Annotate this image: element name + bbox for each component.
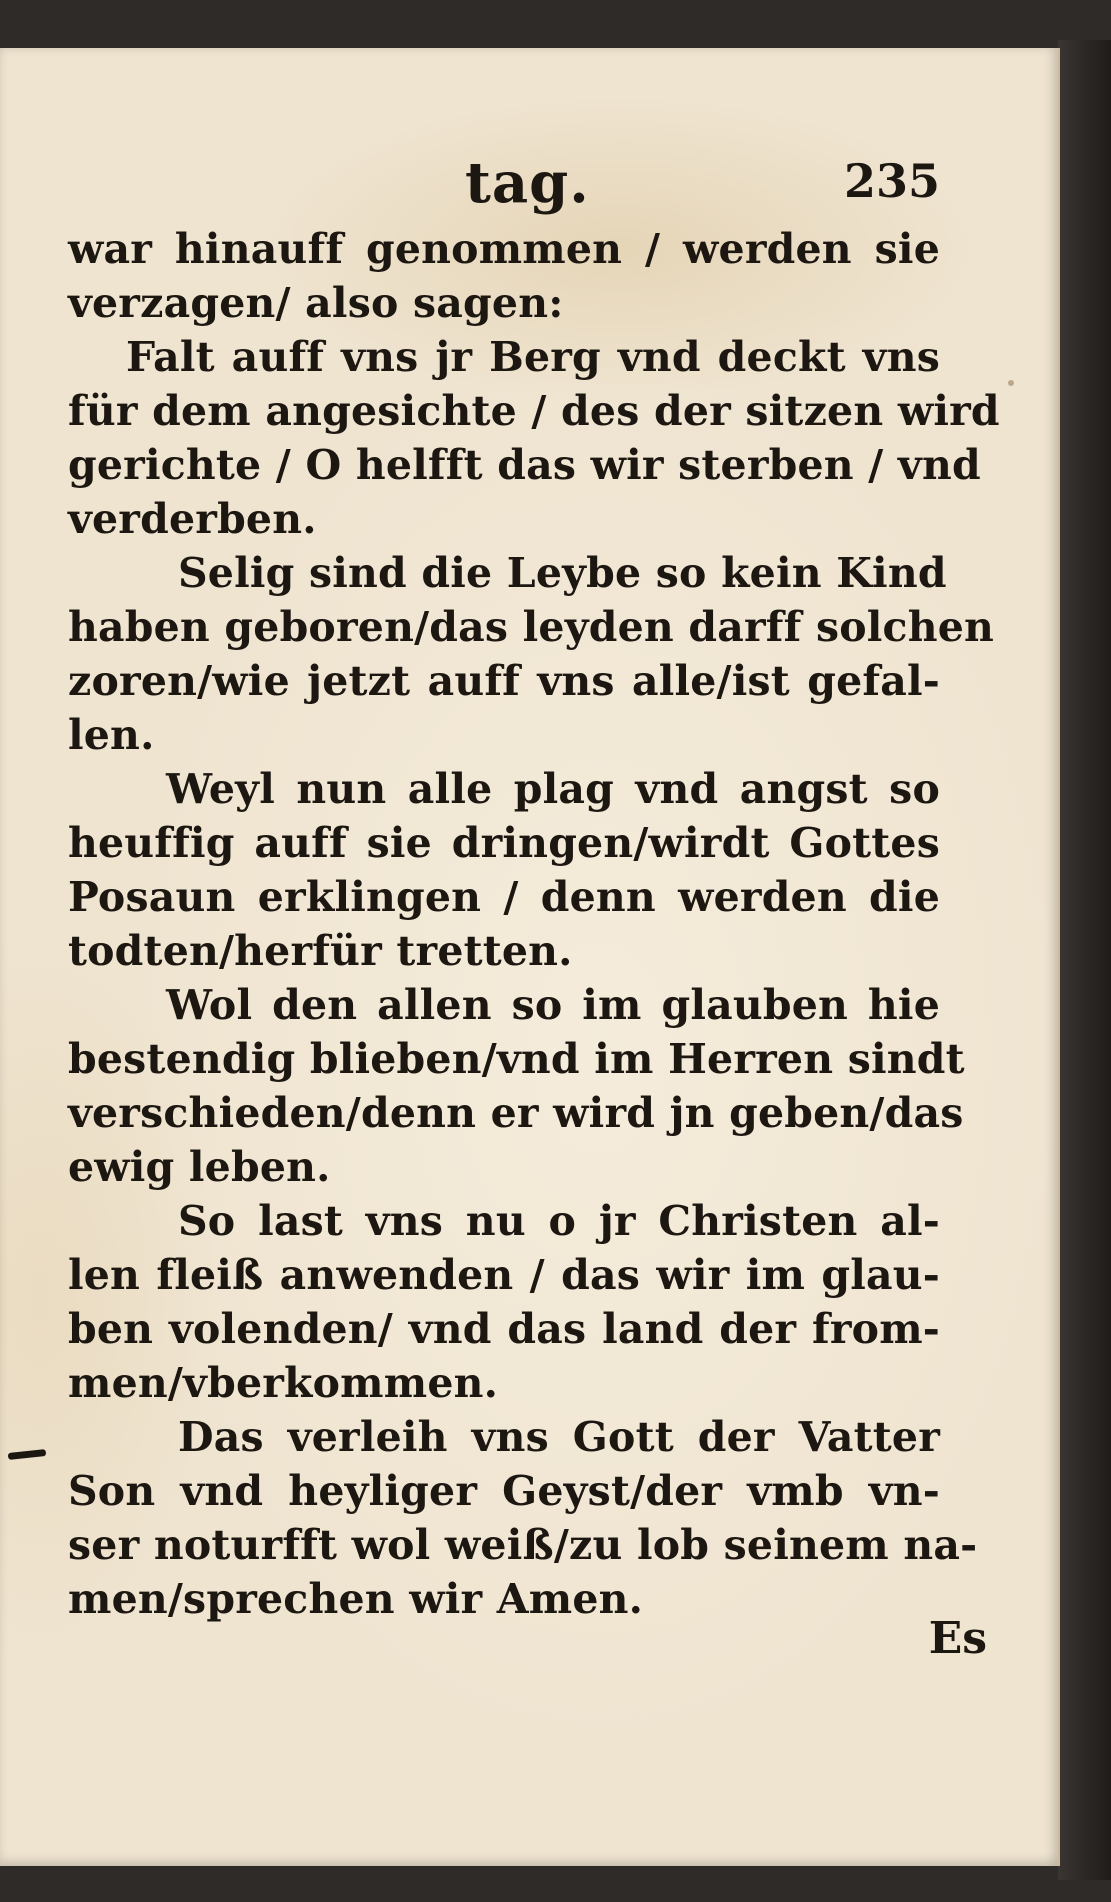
running-head: tag. (465, 150, 590, 216)
text-line: men/sprechen wir Amen. (68, 1575, 644, 1623)
text-line: war hinauff genommen / werden sie (68, 225, 940, 273)
text-line: verderben. (68, 495, 317, 543)
body-text (68, 222, 1000, 1626)
text-line: Wol den allen so im glauben hie (166, 981, 940, 1029)
text-line: ewig leben. (68, 1143, 331, 1191)
text-line: Selig sind die Leybe so kein Kind (178, 549, 947, 597)
text-line: Weyl nun alle plag vnd angst so (166, 765, 940, 813)
text-line: ser noturfft wol weiß/zu lob seinem na- (68, 1521, 978, 1569)
text-line: verzagen/ also sagen: (68, 279, 564, 327)
text-line: gerichte / O helfft das wir sterben / vnd (68, 441, 981, 489)
text-line: len. (68, 711, 155, 759)
text-line: zoren/wie jetzt auff vns alle/ist gefal- (68, 657, 940, 705)
text-line: Das verleih vns Gott der Vatter (178, 1413, 940, 1461)
text-line: ben volenden/ vnd das land der from- (68, 1305, 940, 1353)
text-line: für dem angesichte / des der sitzen wird (68, 387, 1000, 435)
page-header (60, 150, 940, 220)
text-line: len fleiß anwenden / das wir im glau- (68, 1251, 940, 1299)
text-line: verschieden/denn er wird jn geben/das (68, 1089, 964, 1137)
text-line: haben geboren/das leyden darff solchen (68, 603, 995, 651)
text-line: Posaun erklingen / denn werden die (68, 873, 940, 921)
text-line: heuffig auff sie dringen/wirdt Gottes (68, 819, 940, 867)
text-line: So last vns nu o jr Christen al- (178, 1197, 940, 1245)
catchword: Es (928, 1613, 987, 1664)
text-line: men/vberkommen. (68, 1359, 499, 1407)
margin-mark (8, 1449, 47, 1460)
text-line: Son vnd heyliger Geyst/der vmb vn- (68, 1467, 940, 1515)
text-line: todten/herfür tretten. (68, 927, 573, 975)
text-line: bestendig blieben/vnd im Herren sindt (68, 1035, 965, 1083)
book-spine (1058, 40, 1111, 1880)
paper-speck (1008, 380, 1014, 386)
page-number: 235 (843, 154, 940, 208)
text-line: Falt auff vns jr Berg vnd deckt vns (126, 333, 940, 381)
